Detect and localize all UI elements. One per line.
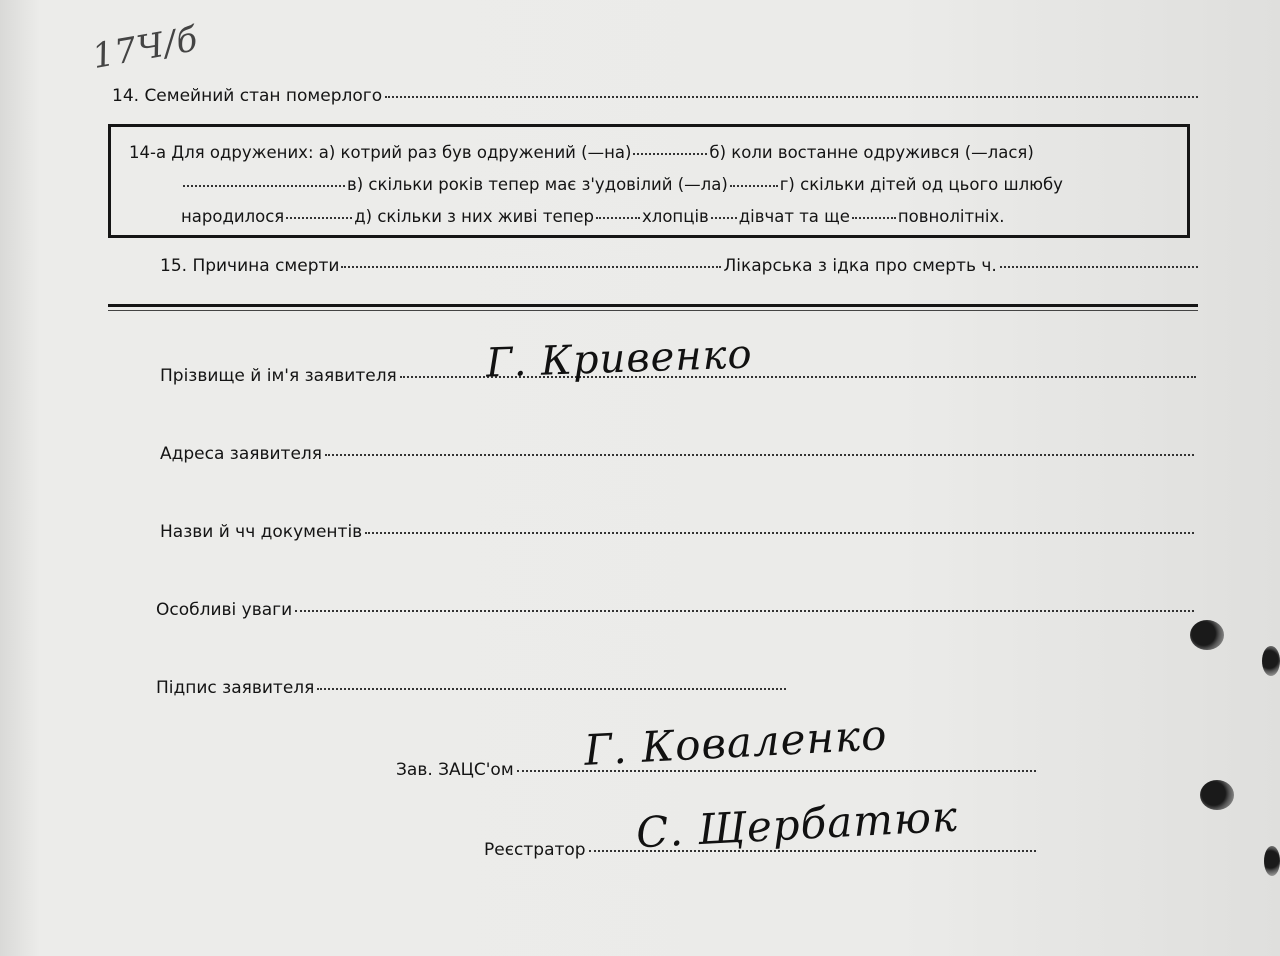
field-14a-blank-e[interactable] — [596, 217, 640, 219]
applicant-signature-line — [156, 678, 786, 698]
documents-line — [160, 522, 1194, 542]
head-signature: Г. Коваленко — [582, 710, 889, 775]
notes-blank[interactable] — [295, 610, 1194, 612]
section-divider-thin — [108, 310, 1198, 311]
field-15-medical-blank[interactable] — [1000, 266, 1198, 268]
field-14a-row1-suffix: б) коли востанне одружився (—лася) — [709, 143, 1034, 162]
field-14a-blank-g[interactable] — [852, 217, 896, 219]
field-14a-blank-a[interactable] — [633, 153, 707, 155]
field-14a-blank-c[interactable] — [730, 185, 778, 187]
applicant-name-label: Прізвище й ім'я заявителя — [160, 366, 397, 386]
field-15-cause-blank[interactable] — [341, 266, 721, 268]
field-14-line — [112, 86, 1198, 106]
binding-hole-top — [1190, 620, 1224, 650]
archive-number: 17Ч/б — [89, 19, 202, 77]
field-14a-blank-b[interactable] — [183, 185, 345, 187]
field-14a-blank-f[interactable] — [711, 217, 737, 219]
field-14a-row3-e: повнолітніх. — [897, 207, 1005, 226]
applicant-address-blank[interactable] — [325, 454, 1194, 456]
field-14a-blank-d[interactable] — [286, 217, 352, 219]
field-14a-row1-prefix: 14-а Для одружених: а) котрий раз був одружений (—на) — [129, 143, 632, 162]
field-14a-row3-a: народилося — [181, 207, 285, 226]
field-14a-row2-a: в) скільки років тепер має з'удовілий (—ла) — [347, 175, 728, 194]
binding-hole-bottom — [1200, 780, 1234, 810]
field-14a-row3-b: д) скільки з них живі тепер — [354, 207, 595, 226]
field-14a-row3-d: дівчат та ще — [738, 207, 850, 226]
notes-label: Особливі уваги — [156, 600, 293, 620]
field-14a-row-3 — [181, 207, 1175, 226]
field-15-medical-label: Лікарська з ідка про смерть ч. — [723, 256, 997, 276]
binding-hole-edge — [1262, 646, 1280, 676]
applicant-address-label: Адреса заявителя — [160, 444, 323, 464]
documents-blank[interactable] — [365, 532, 1194, 534]
registrar-label: Реєстратор — [484, 840, 586, 860]
applicant-name-value: Г. Кривенко — [485, 331, 754, 387]
section-divider — [108, 304, 1198, 307]
field-14a-row-1 — [129, 143, 1175, 162]
applicant-address-line — [160, 444, 1194, 464]
notes-line — [156, 600, 1194, 620]
applicant-signature-blank[interactable] — [317, 688, 786, 690]
applicant-signature-label: Підпис заявителя — [156, 678, 315, 698]
field-14a-row3-c: хлопців — [642, 207, 709, 226]
binding-hole-edge-low — [1264, 846, 1280, 876]
field-14-blank[interactable] — [385, 96, 1198, 98]
field-15-line — [160, 256, 1198, 276]
field-14a-row2-b: г) скільки дітей од цього шлюбу — [779, 175, 1063, 194]
field-14-label: 14. Семейний стан померлого — [112, 86, 383, 106]
field-14a-box — [108, 124, 1190, 238]
field-15-label: 15. Причина смерти — [160, 256, 340, 276]
head-label: Зав. ЗАЦС'ом — [396, 760, 514, 780]
documents-label: Назви й чч документів — [160, 522, 363, 542]
field-14a-row-2 — [181, 175, 1175, 194]
registrar-signature: С. Щербатюк — [634, 791, 960, 858]
